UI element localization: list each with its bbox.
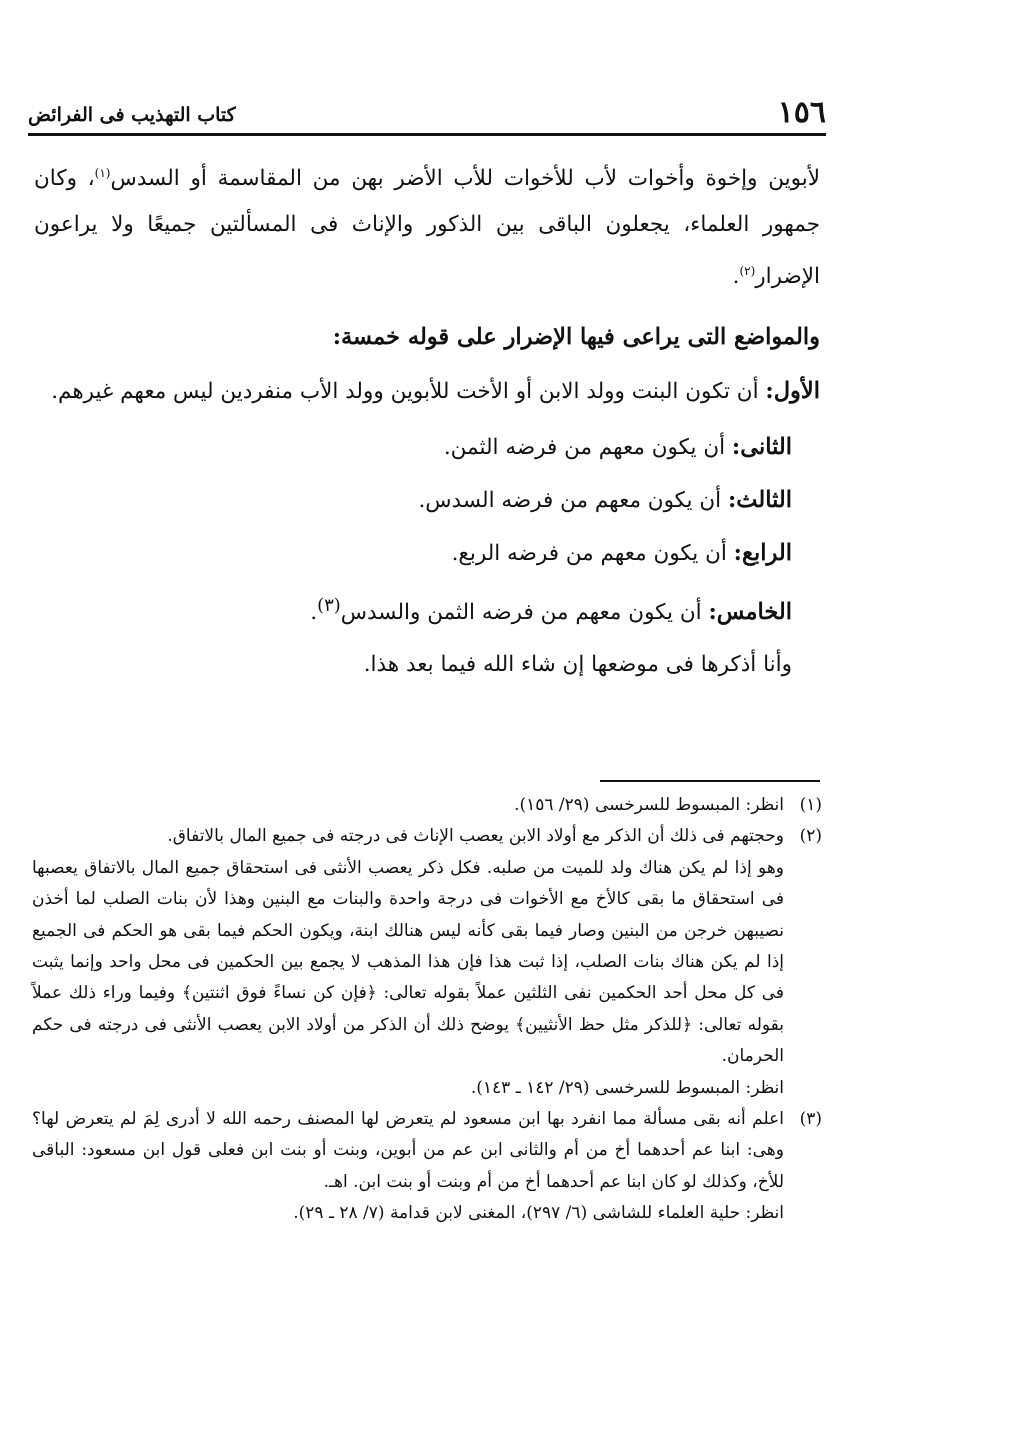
- item-second: [34, 421, 792, 474]
- footnote-ref-1: (١): [94, 166, 111, 180]
- section-heading: والمواضع التى يراعى فيها الإضرار على قوله خمسة:: [332, 324, 820, 351]
- footnote-2-citation: انظر: المبسوط للسرخسى (٢٩/ ١٤٢ ـ ١٤٣).: [470, 1077, 784, 1098]
- item-first-text: أن تكون البنت وولد الابن أو الأخت للأبوين وولد الأب منفردين ليس معهم غيرهم.: [51, 379, 766, 405]
- main-text: [34, 150, 820, 691]
- item-first-label: الأول:: [765, 378, 820, 405]
- item-fourth: [34, 527, 792, 580]
- page-header: [28, 96, 826, 130]
- footnote-3-citation: انظر: حلية العلماء للشاشى (٦/ ٢٩٧)، المغنى لابن قدامة (٧/ ٢٨ ـ ٢٩).: [293, 1203, 784, 1224]
- item-fifth-label: الخامس:: [708, 599, 792, 626]
- page-number: ١٥٦: [777, 95, 826, 130]
- footnote-2-number: (٢): [799, 826, 822, 847]
- footnote-2: [32, 821, 822, 1072]
- footnote-2-line1: وحجتهم فى ذلك أن الذكر مع أولاد الابن يعصب الإناث فى درجته فى جميع المال بالاتفاق.: [167, 826, 784, 847]
- item-fifth-text: أن يكون معهم من فرضه الثمن والسدس: [340, 600, 709, 626]
- item-second-label: الثانى:: [731, 434, 792, 461]
- footnote-ref-3: (٣): [317, 595, 341, 617]
- book-title: كتاب التهذيب فى الفرائض: [28, 104, 236, 126]
- footnote-3-text: اعلم أنه بقى مسألة مما انفرد بها ابن مسعود لم يتعرض لها المصنف رحمه الله لا أدرى لِمَ لم يتعرض لها؟ وهى: ابنا عم أحدهما أخ من أم والثانى ابن عم من أبوين، وبنت أو بنت ابن فعلى قول ابن مسعود: الباقى للأخ، وكذلك لو كان ابنا عم أحدهما أخ من أم وبنت أو بنت ابن. اهـ.: [32, 1109, 784, 1192]
- item-second-text: أن يكون معهم من فرضه الثمن.: [443, 435, 732, 461]
- footnote-1-text: انظر: المبسوط للسرخسى (٢٩/ ١٥٦).: [514, 795, 784, 815]
- closing-line: وأنا أذكرها فى موضعها إن شاء الله فيما بعد هذا.: [363, 652, 792, 678]
- opening-paragraph: [34, 150, 820, 300]
- item-fifth: [34, 580, 792, 639]
- item-third-label: الثالث:: [727, 487, 792, 514]
- footnote-ref-2: (٢): [739, 264, 756, 279]
- para1-text: لأبوين وإخوة وأخوات لأب للأخوات للأب الأضر بهن من المقاسمة أو السدس: [110, 166, 820, 192]
- para1-continuation: ، وكان جمهور العلماء، يجعلون الباقى بين الذكور والإناث فى المسألتين جميعًا ولا يراعون الإضرار: [34, 166, 820, 290]
- item-fifth-tail: .: [310, 600, 318, 626]
- item-first: [34, 368, 820, 415]
- footnote-3: [32, 1104, 822, 1198]
- items-list: [34, 421, 820, 691]
- footnote-2-text: وهو إذا لم يكن هناك ولد للميت من صلبه. فكل ذكر يعصب الأنثى فى استحقاق جميع المال بالاتفاق يعصبها فى استحقاق ما بقى كالأخ مع الأخوات فى درجة واحدة والبنات مع البنين وهذا لأن بنات الصلب لما أخذن نصيبهن خرجن من البنين وصار فيما بقى كأنه ليس هنالك ابنة، ويكون الحكم فيما بقى هو الحكم فى الجميع إذا لم يكن هناك بنات الصلب، إذا ثبت هذا فإن هذا المذهب لا يجمع بين الحكمين فى محل واحد وإنما يثبت فى كل محل أحد الحكمين نفى الثلثين عملاً بقوله تعالى: ﴿فإن كن نساءً فوق اثنتين﴾ وفيما وراء ذلك عملاً بقوله تعالى: ﴿للذكر مثل حظ الأنثيين﴾ يوضح ذلك أن الذكر من أولاد الابن يعصب الأنثى فى درجته فى حكم الحرمان.: [32, 857, 784, 1067]
- footnotes: [32, 790, 822, 1230]
- footnote-separator: [600, 780, 820, 782]
- para1-tail: .: [732, 264, 740, 290]
- item-fourth-label: الرابع:: [733, 540, 792, 567]
- header-rule: [28, 133, 826, 136]
- footnote-1-number: (١): [799, 795, 822, 815]
- item-fourth-text: أن يكون معهم من فرضه الربع.: [451, 541, 734, 567]
- footnote-2-body: [32, 821, 784, 1072]
- item-third: [34, 474, 792, 527]
- footnote-1: [32, 790, 822, 821]
- footnote-3-number: (٣): [799, 1109, 822, 1130]
- item-third-text: أن يكون معهم من فرضه السدس.: [418, 488, 728, 514]
